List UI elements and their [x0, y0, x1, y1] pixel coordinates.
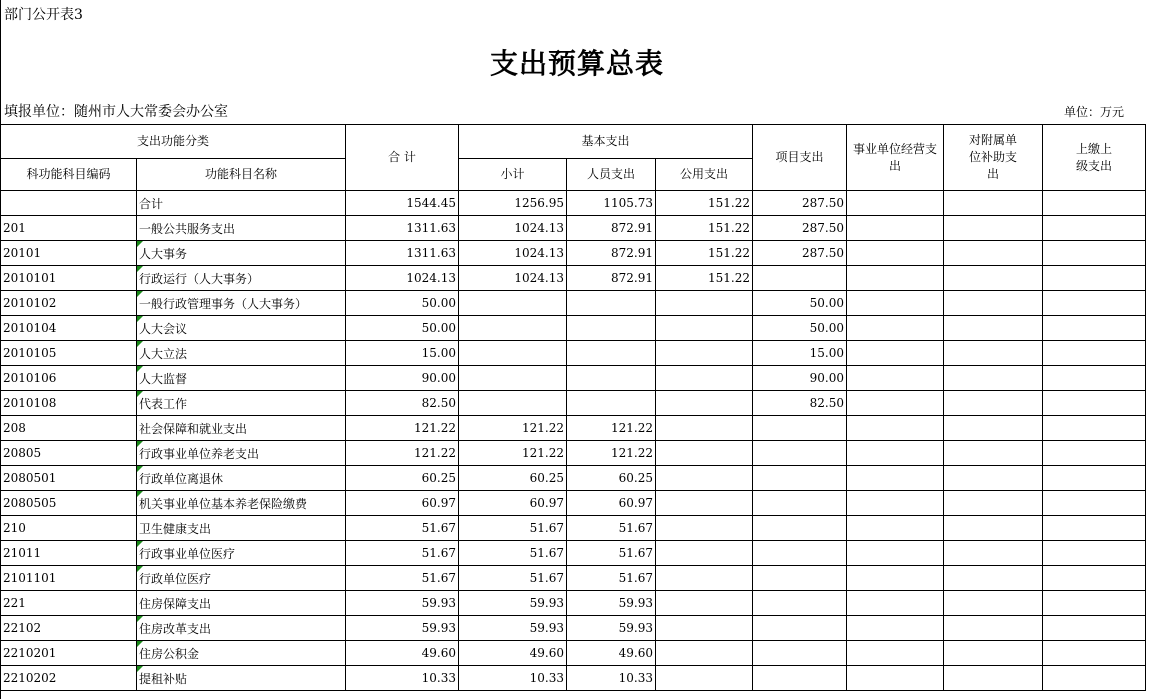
cell-marker-icon: [137, 616, 143, 622]
cell-project: [753, 441, 847, 466]
cell-public: [656, 391, 753, 416]
cell-name: [137, 466, 346, 491]
cell-total: 51.67: [346, 516, 459, 541]
cell-marker-icon: [137, 366, 143, 372]
cell-empty: [944, 366, 1043, 391]
cell-empty: [847, 491, 944, 516]
header-personnel: 人员支出: [567, 159, 656, 191]
cell-name: [137, 666, 346, 691]
cell-empty: [944, 541, 1043, 566]
cell-total: 1311.63: [346, 241, 459, 266]
cell-project: [753, 566, 847, 591]
cell-personnel: [567, 316, 656, 341]
cell-name: [137, 241, 346, 266]
cell-code: 2101101: [1, 566, 137, 591]
budget-table: [0, 124, 1146, 691]
header-public: 公用支出: [656, 159, 753, 191]
cell-empty: [847, 291, 944, 316]
cell-name: [137, 391, 346, 416]
cell-name: [137, 416, 346, 441]
cell-name-text: 人大会议: [139, 321, 188, 336]
cell-empty: [1043, 216, 1146, 241]
table-row: [1, 366, 1146, 391]
cell-empty: [944, 566, 1043, 591]
cell-public: [656, 416, 753, 441]
cell-personnel: 872.91: [567, 266, 656, 291]
cell-empty: [847, 216, 944, 241]
cell-code: 221: [1, 591, 137, 616]
cell-empty: [1043, 566, 1146, 591]
cell-empty: [1043, 316, 1146, 341]
cell-empty: [944, 466, 1043, 491]
cell-name-text: 社会保障和就业支出: [139, 421, 248, 436]
cell-subtotal: [459, 316, 567, 341]
table-row: [1, 241, 1146, 266]
cell-total: 59.93: [346, 591, 459, 616]
cell-empty: [847, 441, 944, 466]
table-row: [1, 316, 1146, 341]
cell-project: 287.50: [753, 241, 847, 266]
table-row: [1, 191, 1146, 216]
currency-unit: 单位：万元: [1064, 105, 1125, 119]
cell-code: [1, 191, 137, 216]
cell-empty: [944, 266, 1043, 291]
cell-empty: [1043, 266, 1146, 291]
cell-project: 287.50: [753, 191, 847, 216]
cell-subtotal: 51.67: [459, 516, 567, 541]
cell-code: 22102: [1, 616, 137, 641]
table-row: [1, 391, 1146, 416]
header-func-class: 支出功能分类: [1, 125, 346, 159]
page-title: 支出预算总表: [489, 47, 664, 80]
cell-empty: [847, 516, 944, 541]
header-code: 科功能科目编码: [1, 159, 137, 191]
cell-public: 151.22: [656, 191, 753, 216]
cell-name-text: 住房保障支出: [139, 596, 212, 611]
cell-code: 210: [1, 516, 137, 541]
cell-name: [137, 291, 346, 316]
cell-empty: [944, 391, 1043, 416]
cell-empty: [847, 466, 944, 491]
cell-empty: [847, 241, 944, 266]
cell-code: 2010108: [1, 391, 137, 416]
cell-code: 2080505: [1, 491, 137, 516]
cell-project: [753, 466, 847, 491]
cell-total: 90.00: [346, 366, 459, 391]
cell-empty: [847, 341, 944, 366]
cell-name: [137, 516, 346, 541]
cell-empty: [944, 516, 1043, 541]
cell-code: 208: [1, 416, 137, 441]
cell-subtotal: 1024.13: [459, 266, 567, 291]
cell-project: [753, 591, 847, 616]
cell-name: [137, 491, 346, 516]
cell-empty: [847, 391, 944, 416]
table-row: [1, 541, 1146, 566]
cell-subtotal: [459, 366, 567, 391]
cell-public: [656, 366, 753, 391]
cell-personnel: [567, 391, 656, 416]
cell-subtotal: 59.93: [459, 591, 567, 616]
cell-subtotal: 51.67: [459, 566, 567, 591]
cell-empty: [944, 416, 1043, 441]
cell-marker-icon: [137, 266, 143, 272]
cell-personnel: 872.91: [567, 241, 656, 266]
header-subtotal: 小计: [459, 159, 567, 191]
cell-marker-icon: [137, 466, 143, 472]
cell-total: 1024.13: [346, 266, 459, 291]
cell-empty: [1043, 641, 1146, 666]
cell-total: 82.50: [346, 391, 459, 416]
header-total: 合 计: [346, 125, 459, 191]
cell-name-text: 提租补贴: [139, 671, 188, 686]
cell-personnel: 49.60: [567, 641, 656, 666]
cell-marker-icon: [137, 291, 143, 297]
cell-personnel: 51.67: [567, 516, 656, 541]
cell-total: 59.93: [346, 616, 459, 641]
cell-name: [137, 191, 346, 216]
cell-total: 51.67: [346, 566, 459, 591]
cell-subtotal: 121.22: [459, 441, 567, 466]
cell-name: [137, 216, 346, 241]
cell-code: 21011: [1, 541, 137, 566]
cell-empty: [944, 641, 1043, 666]
document-tag: 部门公开表3: [4, 7, 83, 23]
cell-empty: [847, 591, 944, 616]
cell-empty: [944, 441, 1043, 466]
cell-subtotal: [459, 291, 567, 316]
header-name: 功能科目名称: [137, 159, 346, 191]
cell-total: 50.00: [346, 291, 459, 316]
cell-total: 50.00: [346, 316, 459, 341]
cell-empty: [1043, 491, 1146, 516]
cell-personnel: 1105.73: [567, 191, 656, 216]
cell-public: [656, 541, 753, 566]
cell-public: [656, 616, 753, 641]
cell-empty: [944, 666, 1043, 691]
cell-total: 10.33: [346, 666, 459, 691]
table-row: [1, 291, 1146, 316]
table-row: [1, 591, 1146, 616]
cell-project: 50.00: [753, 291, 847, 316]
cell-name-text: 行政运行（人大事务）: [139, 271, 260, 286]
cell-project: [753, 541, 847, 566]
cell-project: [753, 616, 847, 641]
cell-empty: [847, 316, 944, 341]
table-row: [1, 466, 1146, 491]
cell-empty: [847, 641, 944, 666]
cell-empty: [944, 616, 1043, 641]
cell-public: 151.22: [656, 241, 753, 266]
cell-project: 82.50: [753, 391, 847, 416]
cell-empty: [847, 191, 944, 216]
cell-subtotal: 1256.95: [459, 191, 567, 216]
cell-marker-icon: [137, 316, 143, 322]
header-upper: 上缴上级支出: [1043, 125, 1146, 191]
cell-subtotal: 1024.13: [459, 216, 567, 241]
cell-marker-icon: [137, 541, 143, 547]
cell-marker-icon: [137, 391, 143, 397]
cell-project: 50.00: [753, 316, 847, 341]
cell-public: [656, 291, 753, 316]
cell-public: [656, 666, 753, 691]
cell-name-text: 一般公共服务支出: [139, 221, 236, 236]
cell-code: 2010102: [1, 291, 137, 316]
cell-name: [137, 266, 346, 291]
cell-public: 151.22: [656, 266, 753, 291]
cell-code: 2010106: [1, 366, 137, 391]
cell-empty: [1043, 591, 1146, 616]
cell-total: 60.25: [346, 466, 459, 491]
cell-project: 90.00: [753, 366, 847, 391]
cell-subtotal: 49.60: [459, 641, 567, 666]
cell-name: [137, 341, 346, 366]
cell-public: [656, 641, 753, 666]
cell-empty: [1043, 516, 1146, 541]
cell-name: [137, 641, 346, 666]
cell-code: 201: [1, 216, 137, 241]
cell-name-text: 行政单位离退休: [139, 471, 224, 486]
cell-empty: [1043, 341, 1146, 366]
cell-subtotal: 121.22: [459, 416, 567, 441]
cell-name: [137, 366, 346, 391]
cell-code: 20101: [1, 241, 137, 266]
table-row: [1, 441, 1146, 466]
cell-public: [656, 566, 753, 591]
cell-personnel: 121.22: [567, 441, 656, 466]
cell-name: [137, 316, 346, 341]
cell-name: [137, 591, 346, 616]
table-row: [1, 416, 1146, 441]
cell-marker-icon: [137, 641, 143, 647]
cell-project: [753, 641, 847, 666]
cell-personnel: 121.22: [567, 416, 656, 441]
cell-project: 287.50: [753, 216, 847, 241]
cell-public: [656, 316, 753, 341]
cell-subtotal: 1024.13: [459, 241, 567, 266]
cell-total: 60.97: [346, 491, 459, 516]
table-row: [1, 641, 1146, 666]
cell-personnel: 59.93: [567, 591, 656, 616]
table-row: [1, 491, 1146, 516]
cell-project: [753, 416, 847, 441]
cell-code: 2010105: [1, 341, 137, 366]
cell-name-text: 一般行政管理事务（人大事务）: [139, 296, 308, 311]
cell-empty: [944, 241, 1043, 266]
cell-empty: [1043, 416, 1146, 441]
cell-name-text: 卫生健康支出: [139, 521, 212, 536]
cell-subtotal: [459, 341, 567, 366]
cell-code: 2010101: [1, 266, 137, 291]
cell-total: 121.22: [346, 416, 459, 441]
cell-personnel: 60.25: [567, 466, 656, 491]
cell-project: [753, 266, 847, 291]
cell-code: 2080501: [1, 466, 137, 491]
cell-empty: [1043, 241, 1146, 266]
cell-empty: [1043, 191, 1146, 216]
cell-empty: [1043, 441, 1146, 466]
cell-total: 1544.45: [346, 191, 459, 216]
cell-empty: [944, 341, 1043, 366]
cell-marker-icon: [137, 566, 143, 572]
cell-name-text: 行政单位医疗: [139, 571, 212, 586]
cell-total: 1311.63: [346, 216, 459, 241]
cell-public: [656, 441, 753, 466]
cell-public: [656, 466, 753, 491]
cell-total: 49.60: [346, 641, 459, 666]
cell-code: 2210202: [1, 666, 137, 691]
reporting-unit: 填报单位：随州市人大常委会办公室: [4, 104, 228, 120]
cell-marker-icon: [137, 666, 143, 672]
cell-empty: [1043, 616, 1146, 641]
header-enterprise: 事业单位经营支出: [847, 125, 944, 191]
cell-name: [137, 541, 346, 566]
cell-empty: [847, 541, 944, 566]
cell-personnel: [567, 366, 656, 391]
cell-name-text: 人大事务: [139, 246, 188, 261]
cell-marker-icon: [137, 341, 143, 347]
cell-marker-icon: [137, 441, 143, 447]
cell-empty: [944, 316, 1043, 341]
cell-name-text: 人大立法: [139, 346, 188, 361]
cell-subtotal: 10.33: [459, 666, 567, 691]
table-row: [1, 516, 1146, 541]
cell-empty: [944, 216, 1043, 241]
cell-empty: [944, 591, 1043, 616]
header-subsidiary: 对附属单位补助支出: [944, 125, 1043, 191]
cell-marker-icon: [137, 241, 143, 247]
cell-name-text: 代表工作: [139, 396, 188, 411]
cell-subtotal: 51.67: [459, 541, 567, 566]
cell-code: 2210201: [1, 641, 137, 666]
cell-name-text: 合计: [139, 196, 164, 211]
table-row: [1, 566, 1146, 591]
cell-personnel: 59.93: [567, 616, 656, 641]
cell-project: 15.00: [753, 341, 847, 366]
cell-name-text: 住房公积金: [139, 646, 200, 661]
cell-total: 51.67: [346, 541, 459, 566]
cell-project: [753, 666, 847, 691]
cell-personnel: 51.67: [567, 566, 656, 591]
cell-empty: [1043, 666, 1146, 691]
cell-subtotal: 60.25: [459, 466, 567, 491]
cell-subtotal: [459, 391, 567, 416]
table-row: [1, 341, 1146, 366]
table-row: [1, 266, 1146, 291]
cell-public: [656, 341, 753, 366]
cell-subtotal: 60.97: [459, 491, 567, 516]
cell-empty: [1043, 291, 1146, 316]
cell-total: 121.22: [346, 441, 459, 466]
cell-public: [656, 491, 753, 516]
table-row: [1, 666, 1146, 691]
cell-personnel: [567, 341, 656, 366]
cell-name: [137, 566, 346, 591]
cell-name-text: 行政事业单位医疗: [139, 546, 236, 561]
cell-name-text: 住房改革支出: [139, 621, 212, 636]
cell-empty: [847, 416, 944, 441]
cell-empty: [847, 366, 944, 391]
cell-project: [753, 491, 847, 516]
cell-personnel: 60.97: [567, 491, 656, 516]
cell-marker-icon: [137, 491, 143, 497]
table-row: [1, 616, 1146, 641]
cell-subtotal: 59.93: [459, 616, 567, 641]
cell-empty: [1043, 391, 1146, 416]
table-row: [1, 216, 1146, 241]
cell-name: [137, 441, 346, 466]
cell-personnel: 10.33: [567, 666, 656, 691]
header-project: 项目支出: [753, 125, 847, 191]
cell-public: [656, 516, 753, 541]
cell-name: [137, 616, 346, 641]
cell-empty: [944, 291, 1043, 316]
cell-name-text: 行政事业单位养老支出: [139, 446, 260, 461]
cell-empty: [847, 566, 944, 591]
cell-empty: [944, 491, 1043, 516]
cell-empty: [847, 616, 944, 641]
cell-code: 20805: [1, 441, 137, 466]
header-basic: 基本支出: [459, 125, 753, 159]
cell-project: [753, 516, 847, 541]
cell-public: [656, 591, 753, 616]
cell-personnel: 872.91: [567, 216, 656, 241]
cell-personnel: 51.67: [567, 541, 656, 566]
cell-name-text: 机关事业单位基本养老保险缴费: [139, 496, 308, 511]
cell-personnel: [567, 291, 656, 316]
cell-empty: [944, 191, 1043, 216]
cell-empty: [1043, 366, 1146, 391]
cell-name-text: 人大监督: [139, 371, 188, 386]
cell-public: 151.22: [656, 216, 753, 241]
cell-empty: [847, 266, 944, 291]
cell-total: 15.00: [346, 341, 459, 366]
cell-code: 2010104: [1, 316, 137, 341]
cell-empty: [1043, 541, 1146, 566]
cell-empty: [1043, 466, 1146, 491]
cell-empty: [847, 666, 944, 691]
